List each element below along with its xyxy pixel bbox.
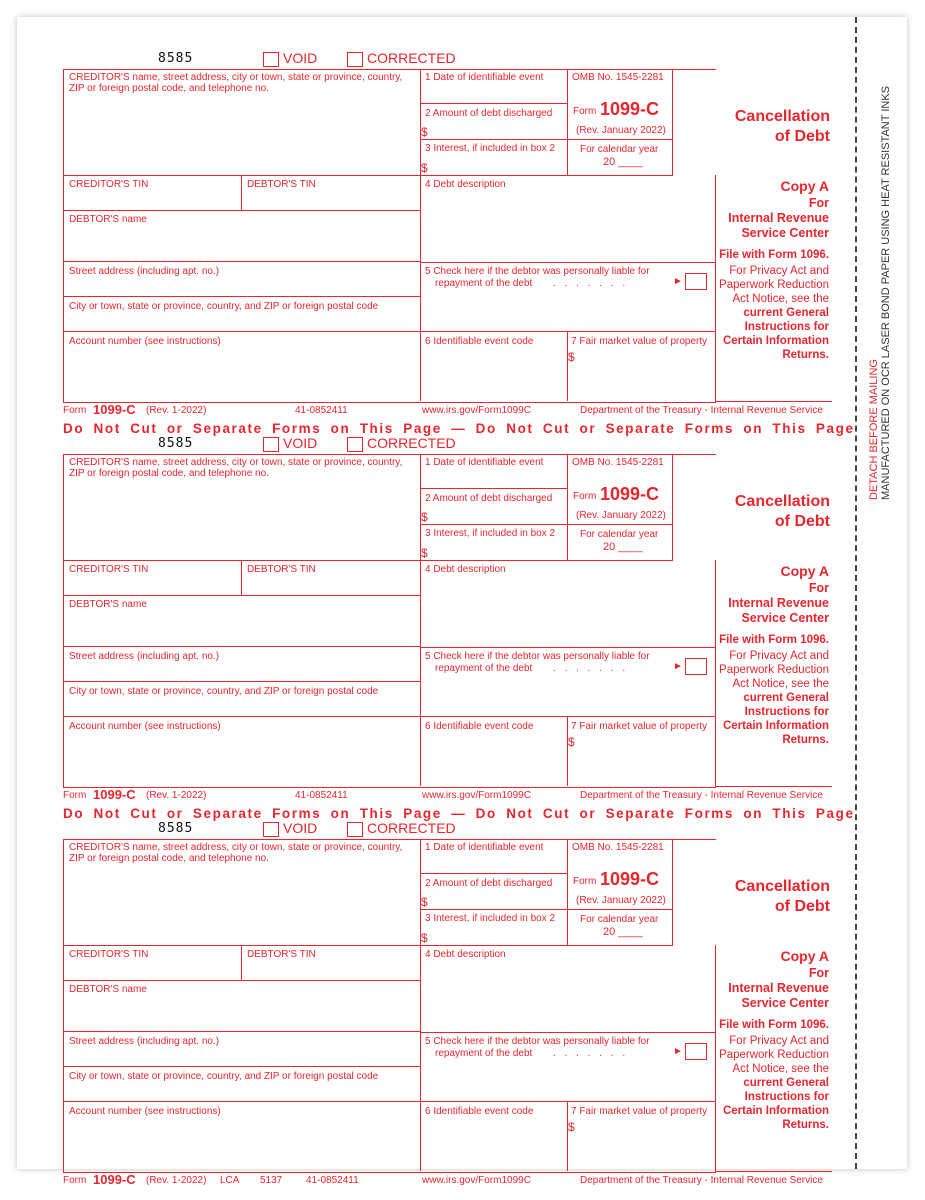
creditor-name-label: CREDITOR'S name, street address, city or town, state or province, country, ZIP or foreign postal code, and telephone no. (69, 457, 403, 479)
privacy-line2: Paperwork Reduction (719, 664, 829, 676)
perforation-line (855, 17, 857, 1169)
privacy-line3: Act Notice, see the (732, 293, 829, 305)
box2-label: 2 Amount of debt discharged (425, 878, 553, 889)
box7-dollar: $ (568, 1120, 575, 1134)
void-label: VOID (283, 820, 318, 836)
file-with-1096: File with Form 1096. (719, 634, 829, 646)
calendar-year-value: 20 ____ (603, 156, 643, 168)
copy-a-title: Copy A (780, 178, 829, 194)
box4-label: 4 Debt description (425, 949, 506, 960)
copy-a-panel (717, 178, 829, 362)
footer-department: Department of the Treasury - Internal Revenue Service (580, 1175, 823, 1186)
copy-a-for: For (808, 581, 829, 595)
box7-label: 7 Fair market value of property (571, 1106, 708, 1117)
box3-label: 3 Interest, if included in box 2 (425, 913, 556, 924)
footer-form-label: Form (63, 1175, 87, 1186)
privacy-line5: Instructions for (744, 1091, 829, 1103)
revision-date: (Rev. January 2022) (576, 510, 666, 521)
form-number: 1099-C (600, 484, 660, 504)
form-1099c-copy (63, 50, 855, 436)
irs-line1: Internal Revenue (728, 211, 829, 225)
privacy-line5: Instructions for (744, 706, 829, 718)
city-label: City or town, state or province, country, and ZIP or foreign postal code (69, 686, 379, 697)
account-number-label: Account number (see instructions) (69, 1106, 221, 1117)
box5-dots: . . . . . . . (553, 278, 629, 289)
box7-dollar: $ (568, 735, 575, 749)
void-label: VOID (283, 50, 318, 66)
copy-a-panel (717, 948, 829, 1132)
form-prefix: Form (573, 876, 597, 887)
debtor-tin-label: DEBTOR'S TIN (247, 179, 316, 190)
box4-label: 4 Debt description (425, 564, 506, 575)
street-address-label: Street address (including apt. no.) (69, 1036, 220, 1047)
street-address-label: Street address (including apt. no.) (69, 266, 220, 277)
box1-label: 1 Date of identifiable event (425, 72, 544, 83)
calendar-year-label: For calendar year (580, 529, 659, 540)
box3-dollar: $ (421, 931, 428, 945)
box5-label-line1: 5 Check here if the debtor was personally liable for (425, 651, 650, 662)
box3-label: 3 Interest, if included in box 2 (425, 528, 556, 539)
footer-department: Department of the Treasury - Internal Revenue Service (580, 790, 823, 801)
copy-a-for: For (808, 966, 829, 980)
form-number: 1099-C (600, 869, 660, 889)
privacy-line6: Certain Information (722, 335, 829, 347)
corrected-checkbox[interactable] (347, 52, 363, 67)
account-number-label: Account number (see instructions) (69, 721, 221, 732)
corrected-label: CORRECTED (367, 435, 456, 451)
form-title (673, 492, 830, 532)
box5-label-line2: repayment of the debt (435, 663, 533, 674)
privacy-line1: For Privacy Act and (729, 650, 829, 662)
side-print-text (860, 30, 900, 510)
debtor-name-label: DEBTOR'S name (69, 599, 147, 610)
revision-date: (Rev. January 2022) (576, 895, 666, 906)
form-title (673, 877, 830, 917)
box7-dollar: $ (568, 350, 575, 364)
box5-label-line1: 5 Check here if the debtor was personally liable for (425, 1036, 650, 1047)
form-number: 1099-C (600, 99, 660, 119)
footer-ein: 41-0852411 (295, 790, 348, 801)
box3-label: 3 Interest, if included in box 2 (425, 143, 556, 154)
box7-label: 7 Fair market value of property (571, 336, 708, 347)
debtor-name-label: DEBTOR'S name (69, 214, 147, 225)
privacy-line5: Instructions for (744, 321, 829, 333)
privacy-line3: Act Notice, see the (732, 678, 829, 690)
void-checkbox[interactable] (263, 822, 279, 837)
box2-dollar: $ (421, 510, 428, 524)
calendar-year-value: 20 ____ (603, 926, 643, 938)
title-line2: of Debt (774, 513, 830, 530)
box3-dollar: $ (421, 546, 428, 560)
irs-line1: Internal Revenue (728, 981, 829, 995)
footer-form-label: Form (63, 405, 87, 416)
creditor-name-label: CREDITOR'S name, street address, city or town, state or province, country, ZIP or foreign postal code, and telephone no. (69, 842, 403, 864)
calendar-year-value: 20 ____ (603, 541, 643, 553)
privacy-line1: For Privacy Act and (729, 1035, 829, 1047)
privacy-line4: current General (743, 307, 829, 319)
omb-number: OMB No. 1545-2281 (572, 457, 664, 468)
form-code: 8585 (158, 821, 194, 836)
account-number-label: Account number (see instructions) (69, 336, 221, 347)
detach-text: DETACH BEFORE MAILING (868, 359, 880, 500)
corrected-checkbox[interactable] (347, 437, 363, 452)
form-code: 8585 (158, 51, 194, 66)
city-label: City or town, state or province, country, and ZIP or foreign postal code (69, 1071, 379, 1082)
box3-dollar: $ (421, 161, 428, 175)
calendar-year-label: For calendar year (580, 144, 659, 155)
box6-label: 6 Identifiable event code (425, 336, 534, 347)
box7-label: 7 Fair market value of property (571, 721, 708, 732)
form-prefix: Form (573, 491, 597, 502)
footer-revision: (Rev. 1-2022) (146, 1175, 207, 1186)
footer-form-label: Form (63, 790, 87, 801)
box6-label: 6 Identifiable event code (425, 721, 534, 732)
privacy-line6: Certain Information (722, 1105, 829, 1117)
footer-url[interactable]: www.irs.gov/Form1099C (422, 405, 531, 416)
privacy-line7: Returns. (782, 1119, 829, 1131)
box5-dots: . . . . . . . (553, 1048, 629, 1059)
title-line1: Cancellation (734, 878, 830, 895)
title-line2: of Debt (774, 128, 830, 145)
void-checkbox[interactable] (263, 437, 279, 452)
privacy-line2: Paperwork Reduction (719, 1049, 829, 1061)
form-title (673, 107, 830, 147)
irs-line2: Service Center (741, 996, 829, 1010)
file-with-1096: File with Form 1096. (719, 249, 829, 261)
do-not-cut-notice: Do Not Cut or Separate Forms on This Page — Do Not Cut or Separate Forms on This Page (63, 421, 855, 436)
box2-label: 2 Amount of debt discharged (425, 493, 553, 504)
footer-form-number: 1099-C (93, 402, 136, 417)
form-1099c-copy (63, 435, 855, 821)
privacy-line4: current General (743, 692, 829, 704)
box5-label-line2: repayment of the debt (435, 1048, 533, 1059)
box5-checkbox[interactable] (685, 1043, 707, 1060)
debtor-name-label: DEBTOR'S name (69, 984, 147, 995)
irs-line2: Service Center (741, 611, 829, 625)
city-label: City or town, state or province, country, and ZIP or foreign postal code (69, 301, 379, 312)
creditor-name-label: CREDITOR'S name, street address, city or town, state or province, country, ZIP or foreign postal code, and telephone no. (69, 72, 403, 94)
debtor-tin-label: DEBTOR'S TIN (247, 564, 316, 575)
box5-arrow-icon: ► (673, 661, 683, 672)
privacy-line4: current General (743, 1077, 829, 1089)
manufacturing-text: MANUFACTURED ON OCR LASER BOND PAPER USING HEAT RESISTANT INKS (880, 86, 892, 500)
copy-a-panel (717, 563, 829, 747)
copy-a-title: Copy A (780, 563, 829, 579)
box5-checkbox[interactable] (685, 273, 707, 290)
omb-number: OMB No. 1545-2281 (572, 842, 664, 853)
do-not-cut-notice: Do Not Cut or Separate Forms on This Page — Do Not Cut or Separate Forms on This Page (63, 806, 855, 821)
irs-line2: Service Center (741, 226, 829, 240)
form-prefix: Form (573, 106, 597, 117)
footer-revision: (Rev. 1-2022) (146, 405, 207, 416)
box5-checkbox[interactable] (685, 658, 707, 675)
footer-ein: 41-0852411 (306, 1175, 359, 1186)
corrected-label: CORRECTED (367, 820, 456, 836)
void-label: VOID (283, 435, 318, 451)
footer-department: Department of the Treasury - Internal Revenue Service (580, 405, 823, 416)
corrected-checkbox[interactable] (347, 822, 363, 837)
privacy-line7: Returns. (782, 734, 829, 746)
footer-ein: 41-0852411 (295, 405, 348, 416)
title-line1: Cancellation (734, 108, 830, 125)
title-line1: Cancellation (734, 493, 830, 510)
box5-arrow-icon: ► (673, 1046, 683, 1057)
box2-label: 2 Amount of debt discharged (425, 108, 553, 119)
revision-date: (Rev. January 2022) (576, 125, 666, 136)
corrected-label: CORRECTED (367, 50, 456, 66)
privacy-line2: Paperwork Reduction (719, 279, 829, 291)
box4-label: 4 Debt description (425, 179, 506, 190)
box2-dollar: $ (421, 125, 428, 139)
irs-line1: Internal Revenue (728, 596, 829, 610)
form-code: 8585 (158, 436, 194, 451)
omb-number: OMB No. 1545-2281 (572, 72, 664, 83)
calendar-year-label: For calendar year (580, 914, 659, 925)
creditor-tin-label: CREDITOR'S TIN (69, 949, 149, 960)
debtor-tin-label: DEBTOR'S TIN (247, 949, 316, 960)
title-line2: of Debt (774, 898, 830, 915)
privacy-line6: Certain Information (722, 720, 829, 732)
box5-label-line1: 5 Check here if the debtor was personally liable for (425, 266, 650, 277)
box1-label: 1 Date of identifiable event (425, 842, 544, 853)
privacy-line7: Returns. (782, 349, 829, 361)
footer-url[interactable]: www.irs.gov/Form1099C (422, 790, 531, 801)
footer-lca: LCA (220, 1175, 240, 1186)
box5-label-line2: repayment of the debt (435, 278, 533, 289)
footer-form-number: 1099-C (93, 787, 136, 802)
footer-form-number: 1099-C (93, 1172, 136, 1187)
privacy-line3: Act Notice, see the (732, 1063, 829, 1075)
copy-a-for: For (808, 196, 829, 210)
footer-cat-number: 5137 (260, 1175, 283, 1186)
copy-a-title: Copy A (780, 948, 829, 964)
box1-label: 1 Date of identifiable event (425, 457, 544, 468)
box2-dollar: $ (421, 895, 428, 909)
street-address-label: Street address (including apt. no.) (69, 651, 220, 662)
box5-dots: . . . . . . . (553, 663, 629, 674)
footer-revision: (Rev. 1-2022) (146, 790, 207, 801)
creditor-tin-label: CREDITOR'S TIN (69, 564, 149, 575)
void-checkbox[interactable] (263, 52, 279, 67)
box6-label: 6 Identifiable event code (425, 1106, 534, 1117)
privacy-line1: For Privacy Act and (729, 265, 829, 277)
footer-url[interactable]: www.irs.gov/Form1099C (422, 1175, 531, 1186)
box5-arrow-icon: ► (673, 276, 683, 287)
form-1099c-copy (63, 820, 831, 1199)
creditor-tin-label: CREDITOR'S TIN (69, 179, 149, 190)
file-with-1096: File with Form 1096. (719, 1019, 829, 1031)
